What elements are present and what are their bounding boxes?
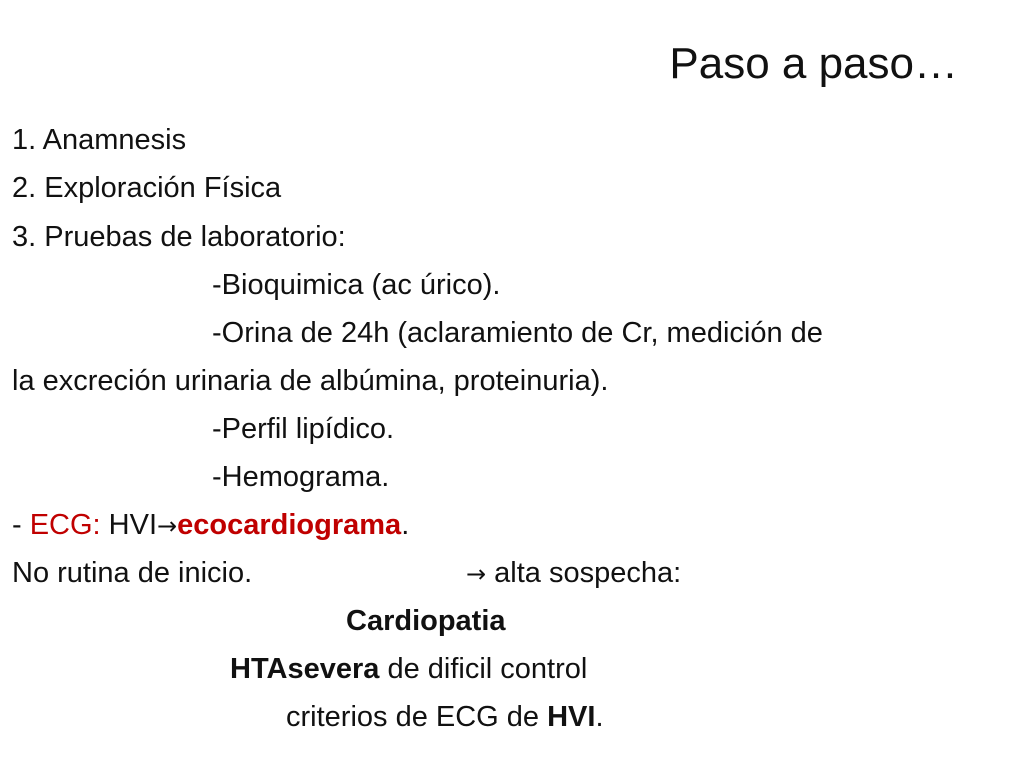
- ecg-dash: -: [12, 509, 30, 541]
- sub-item-hemograma: -Hemograma.: [212, 461, 390, 493]
- sub-item-orina-line2: la excreción urinaria de albúmina, proteinuria).: [12, 365, 609, 397]
- criteria-ecg-rest: criterios de ECG de: [286, 701, 548, 733]
- list-item-exploracion: 2. Exploración Física: [12, 172, 282, 204]
- criteria-ecg-period: .: [595, 701, 604, 733]
- ecg-period: .: [401, 509, 410, 541]
- slide-title: Paso a paso…: [669, 39, 958, 88]
- no-rutina-text: No rutina de inicio.: [12, 557, 253, 589]
- criteria-ecg: [286, 697, 604, 737]
- sub-item-perfil: -Perfil lipídico.: [212, 413, 395, 445]
- ecg-target: ecocardiograma: [177, 509, 402, 541]
- criteria-cardiopatia: Cardiopatia: [346, 605, 506, 637]
- arrow-right-icon: →: [157, 512, 178, 540]
- criteria-hta: [230, 649, 587, 689]
- no-rutina-line: [12, 553, 252, 593]
- alta-sospecha-text: alta sospecha:: [486, 557, 682, 589]
- list-item-anamnesis: 1. Anamnesis: [12, 124, 187, 156]
- sub-item-orina-line1: -Orina de 24h (aclaramiento de Cr, medición de: [212, 317, 823, 349]
- criteria-hta-bold: HTAsevera: [230, 653, 380, 685]
- ecg-line: [12, 505, 409, 546]
- arrow-right-icon: →: [466, 560, 487, 588]
- criteria-hta-rest: de dificil control: [379, 653, 588, 685]
- criteria-ecg-bold: HVI: [547, 701, 596, 733]
- sub-item-bioquimica: -Bioquimica (ac úrico).: [212, 269, 501, 301]
- ecg-hvi: HVI: [100, 509, 158, 541]
- alta-sospecha-line: [466, 553, 681, 594]
- ecg-label: ECG:: [29, 509, 101, 541]
- list-item-pruebas: 3. Pruebas de laboratorio:: [12, 221, 346, 253]
